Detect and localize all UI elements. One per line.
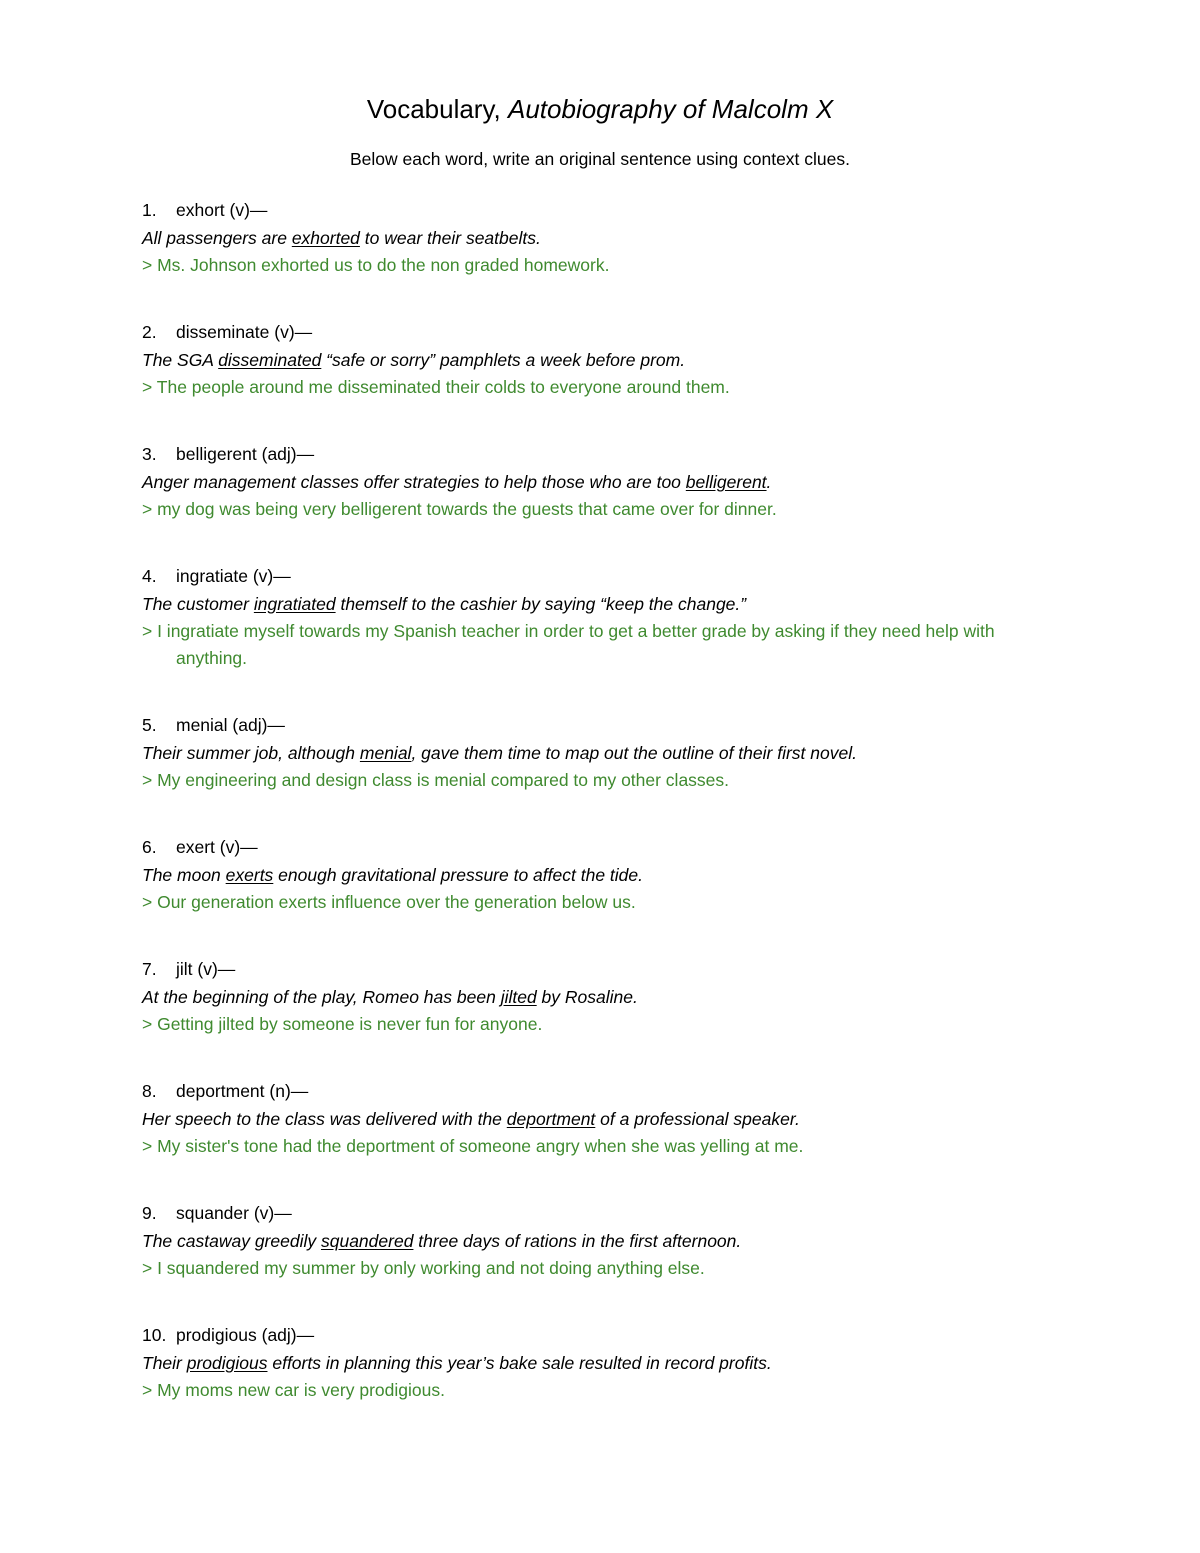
vocab-item-ingratiate [142,562,1042,672]
vocab-item-deportment [142,1077,1042,1160]
example-text-before: The castaway greedily [142,1231,321,1251]
vocabulary-list [142,196,1042,1443]
term-number: 3. [142,444,157,464]
term-line [142,1077,1042,1105]
example-text-after: efforts in planning this year’s bake sale resulted in record profits. [267,1353,772,1373]
example-text-after: , gave them time to map out the outline of their first novel. [411,743,857,763]
example-text-before: The moon [142,865,226,885]
example-text-before: Their [142,1353,187,1373]
term-number: 7. [142,959,157,979]
title-prefix: Vocabulary, [366,94,508,124]
term-word: jilt (v)— [176,959,236,979]
example-sentence [142,739,1042,767]
student-answer: > My moms new car is very prodigious. [142,1380,445,1400]
term-line [142,196,1042,224]
example-sentence [142,1105,1042,1133]
example-text-after: by Rosaline. [536,987,638,1007]
page-title [0,90,1200,128]
example-text-after: “safe or sorry” pamphlets a week before prom. [321,350,686,370]
student-answer: > Our generation exerts influence over the generation below us. [142,892,636,912]
example-text-before: Their summer job, although [142,743,360,763]
term-word: exhort (v)— [176,200,268,220]
term-word: exert (v)— [176,837,258,857]
example-underlined-word: disseminated [218,350,322,370]
student-answer: > I ingratiate myself towards my Spanish teacher in order to get a better grade by asking if they need help with anything. [142,621,995,668]
example-text-after: of a professional speaker. [595,1109,800,1129]
term-number: 1. [142,200,157,220]
term-number: 4. [142,566,157,586]
vocab-item-belligerent [142,440,1042,523]
example-sentence [142,861,1042,889]
term-line [142,711,1042,739]
example-underlined-word: squandered [320,1231,414,1251]
example-sentence [142,346,1042,374]
term-line [142,318,1042,346]
term-line [142,833,1042,861]
term-line [142,440,1042,468]
term-number: 10. [142,1325,167,1345]
term-line [142,1321,1042,1349]
example-sentence [142,224,1042,252]
example-text-before: At the beginning of the play, Romeo has been [142,987,501,1007]
term-word: disseminate (v)— [176,322,313,342]
example-text-after: enough gravitational pressure to affect the tide. [273,865,643,885]
student-answer: > I squandered my summer by only working and not doing anything else. [142,1258,705,1278]
student-answer: > The people around me disseminated their colds to everyone around them. [142,377,730,397]
term-number: 8. [142,1081,157,1101]
term-number: 9. [142,1203,157,1223]
example-underlined-word: belligerent [685,472,767,492]
term-number: 6. [142,837,157,857]
term-word: squander (v)— [176,1203,292,1223]
vocab-item-prodigious [142,1321,1042,1404]
term-line [142,955,1042,983]
example-sentence [142,983,1042,1011]
vocab-item-exhort [142,196,1042,279]
example-underlined-word: exerts [225,865,274,885]
example-text-before: Her speech to the class was delivered with the [142,1109,507,1129]
example-sentence [142,468,1042,496]
vocab-item-menial [142,711,1042,794]
vocab-item-jilt [142,955,1042,1038]
example-text-before: All passengers are [142,228,292,248]
example-sentence [142,1227,1042,1255]
example-text-before: The SGA [142,350,219,370]
example-sentence [142,1349,1042,1377]
example-sentence [142,590,1042,618]
instructions: Below each word, write an original sentence using context clues. [350,149,850,169]
student-answer: > My engineering and design class is menial compared to my other classes. [142,770,730,790]
term-word: prodigious (adj)— [176,1325,315,1345]
title-book-name: Autobiography of Malcolm X [508,94,834,124]
student-answer: > My sister's tone had the deportment of someone angry when she was yelling at me. [142,1136,804,1156]
term-line [142,562,1042,590]
term-line [142,1199,1042,1227]
example-underlined-word: prodigious [186,1353,268,1373]
example-underlined-word: exhorted [291,228,360,248]
example-underlined-word: menial [359,743,412,763]
example-underlined-word: deportment [506,1109,596,1129]
example-text-after: themself to the cashier by saying “keep the change.” [335,594,747,614]
vocab-item-disseminate [142,318,1042,401]
term-word: deportment (n)— [176,1081,309,1101]
example-text-after: . [766,472,772,492]
student-answer: > Ms. Johnson exhorted us to do the non graded homework. [142,255,610,275]
example-text-after: to wear their seatbelts. [359,228,541,248]
example-text-after: three days of rations in the first afternoon. [413,1231,742,1251]
student-answer: > my dog was being very belligerent towards the guests that came over for dinner. [142,499,777,519]
vocab-item-exert [142,833,1042,916]
term-word: menial (adj)— [176,715,285,735]
student-answer: > Getting jilted by someone is never fun for anyone. [142,1014,543,1034]
vocab-item-squander [142,1199,1042,1282]
example-underlined-word: ingratiated [253,594,336,614]
example-underlined-word: jilted [500,987,537,1007]
term-number: 2. [142,322,157,342]
term-word: ingratiate (v)— [176,566,291,586]
example-text-before: Anger management classes offer strategies to help those who are too [142,472,686,492]
term-number: 5. [142,715,157,735]
example-text-before: The customer [142,594,254,614]
term-word: belligerent (adj)— [176,444,315,464]
